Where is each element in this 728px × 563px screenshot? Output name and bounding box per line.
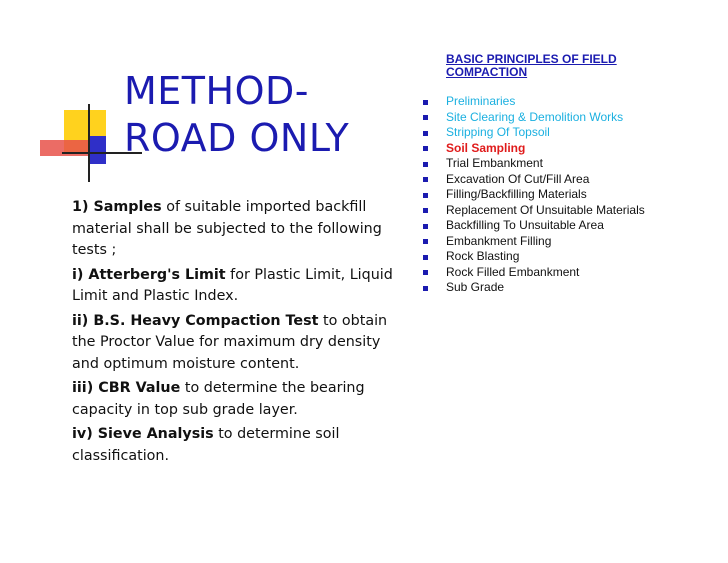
- square-bullet-icon: [423, 270, 428, 275]
- list-item: [420, 172, 645, 188]
- paragraph-sieve: [72, 424, 402, 467]
- paragraph-text: for Plastic Limit, Liquid Limit and Plastic Index.: [72, 266, 393, 304]
- list-item-label: Site Clearing & Demolition Works: [446, 109, 624, 124]
- paragraph-bold: iii) CBR Value: [72, 380, 181, 396]
- paragraph-text: to determine the bearing capacity in top sub grade layer.: [72, 380, 365, 418]
- square-bullet-icon: [423, 100, 428, 105]
- list-item: [420, 249, 645, 265]
- list-item-label: Backfilling To Unsuitable Area: [446, 218, 604, 232]
- square-bullet-icon: [423, 162, 428, 167]
- paragraph-compaction-test: [72, 311, 402, 376]
- square-bullet-icon: [423, 286, 428, 291]
- list-item-label: Sub Grade: [446, 280, 505, 294]
- paragraph-text: to determine soil classification.: [72, 426, 340, 464]
- list-item-label: Filling/Backfilling Materials: [446, 187, 587, 201]
- square-bullet-icon: [423, 131, 428, 136]
- list-item: [420, 265, 645, 281]
- list-item-label: Preliminaries: [446, 94, 516, 108]
- list-heading-line-2: COMPACTION: [446, 65, 528, 79]
- list-item-label: Replacement Of Unsuitable Materials: [446, 202, 645, 217]
- list-item-label: Rock Filled Embankment: [446, 264, 580, 279]
- paragraph-bold: ii) B.S. Heavy Compaction Test: [72, 312, 319, 329]
- square-bullet-icon: [423, 239, 428, 244]
- list-item: [420, 141, 645, 157]
- square-bullet-icon: [423, 193, 428, 198]
- list-heading-line-1: BASIC PRINCIPLES OF FIELD: [446, 52, 617, 66]
- list-item: [420, 187, 645, 203]
- list-item-label: Soil Sampling: [446, 140, 526, 155]
- principles-list: [420, 94, 645, 296]
- list-item: [420, 156, 645, 172]
- list-item-label: Embankment Filling: [446, 233, 552, 248]
- paragraph-bold: 1) Samples: [72, 199, 162, 215]
- square-bullet-icon: [423, 224, 428, 229]
- paragraph-samples: [72, 197, 402, 262]
- list-item: [420, 280, 645, 296]
- paragraph-bold: iv) Sieve Analysis: [72, 426, 214, 442]
- list-item: [420, 218, 645, 234]
- paragraph-atterberg: [72, 265, 402, 308]
- decor-blue-square: [88, 136, 106, 164]
- paragraph-bold: i) Atterberg's Limit: [72, 266, 226, 283]
- square-bullet-icon: [423, 177, 428, 182]
- list-item: [420, 94, 645, 110]
- list-item-label: Rock Blasting: [446, 249, 520, 263]
- slide-title-line-1: METHOD-: [124, 69, 309, 113]
- slide-title-line-2: ROAD ONLY: [124, 116, 350, 160]
- list-item: [420, 234, 645, 250]
- paragraph-cbr: [72, 378, 402, 421]
- square-bullet-icon: [423, 208, 428, 213]
- list-heading: [446, 53, 617, 79]
- decor-vertical-line: [88, 104, 90, 182]
- paragraph-text: of suitable imported backfill material shall be subjected to the following tests ;: [72, 199, 382, 258]
- square-bullet-icon: [423, 146, 428, 151]
- list-item: [420, 203, 645, 219]
- paragraph-text: to obtain the Proctor Value for maximum dry density and optimum moisture content.: [72, 312, 388, 372]
- list-item: [420, 125, 645, 141]
- list-item-label: Excavation Of Cut/Fill Area: [446, 171, 590, 186]
- list-item-label: Trial Embankment: [446, 156, 543, 170]
- list-item: [420, 110, 645, 126]
- list-item-label: Stripping Of Topsoil: [446, 125, 550, 139]
- body-text: [72, 197, 402, 470]
- square-bullet-icon: [423, 255, 428, 260]
- square-bullet-icon: [423, 115, 428, 120]
